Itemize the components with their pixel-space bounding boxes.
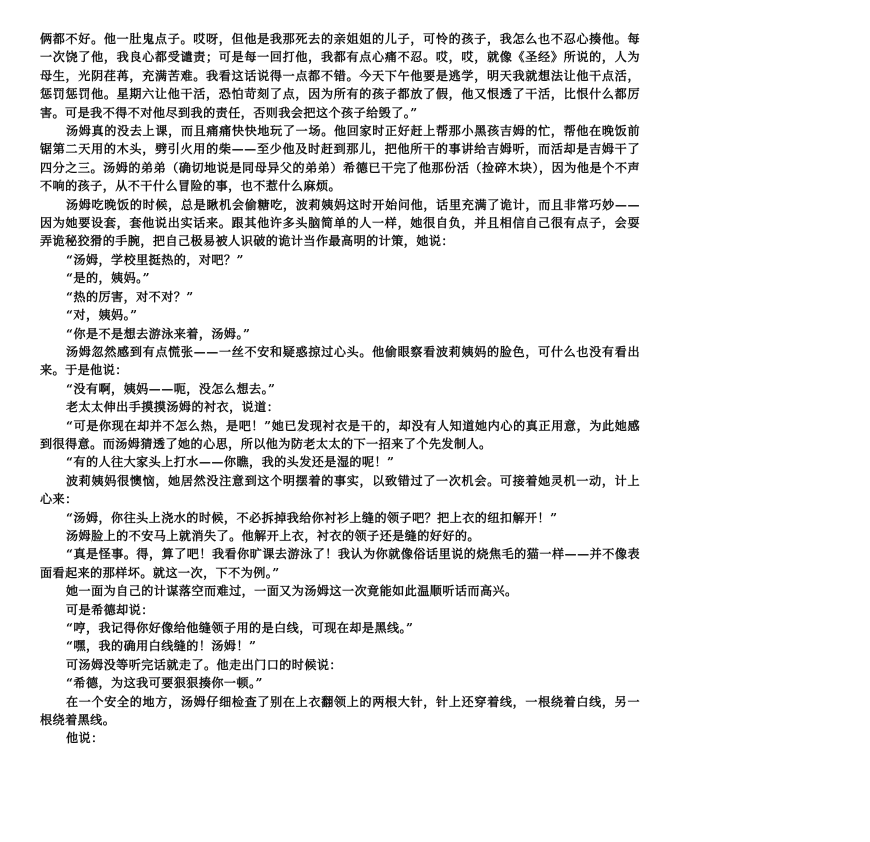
document-page (40, 30, 640, 748)
dialogue-line: “汤姆，你往头上浇水的时候，不必拆掉我给你衬衫上缝的领子吧？把上衣的纽扣解开！” (66, 510, 558, 525)
paragraph: 可是希德却说： (66, 602, 154, 617)
paragraph: 他说： (66, 731, 104, 746)
paragraph: 在一个安全的地方，汤姆仔细检查了别在上衣翻领上的两根大针，针上还穿着线，一根绕着白线，另一根绕着黑线。 (40, 694, 640, 728)
paragraph: 汤姆真的没去上课，而且痛痛快快地玩了一场。他回家时正好赶上帮那小黑孩吉姆的忙，帮他在晚饭前锯第二天用的木头，劈引火用的柴——至少他及时赶到那儿，把他所干的事讲给吉姆听，而活却是吉姆干了四分之三。汤姆的弟弟（确切地说是同母异父的弟弟）希德已干完了他那份活（捡碎木块），因为他是个不声不响的孩子，从不干什么冒险的事，也不惹什么麻烦。 (40, 124, 640, 194)
paragraph: 波莉姨妈很懊恼，她居然没注意到这个明摆着的事实，以致错过了一次机会。可接着她灵机一动，计上心来： (40, 473, 640, 507)
dialogue-line: “哼，我记得你好像给他缝领子用的是白线，可现在却是黑线。” (66, 621, 414, 635)
dialogue-line: “希德，为这我可要狠狠揍你一顿。” (66, 676, 263, 691)
paragraph: 老太太伸出手摸摸汤姆的衬衣，说道： (66, 400, 280, 415)
dialogue-line: “汤姆，学校里挺热的，对吧？” (66, 252, 244, 267)
dialogue-line: “有的人往大家头上打水——你瞧，我的头发还是湿的呢！” (66, 455, 395, 470)
paragraph: 可汤姆没等听完话就走了。他走出门口的时候说： (66, 657, 342, 672)
paragraph: 俩都不好。他一肚鬼点子。哎呀，但他是我那死去的亲姐姐的儿子，可怜的孩子，我怎么也不忍心揍他。每一次饶了他，我良心都受谴责；可是每一回打他，我都有点心痛不忍。哎，哎，就像《圣经》所说的，人为母生，光阴荏苒，充满苦难。我看这话说得一点都不错。今天下午他要是逃学，明天我就想法让他干点活，惩罚惩罚他。星期六让他干活，恐怕苛刻了点，因为所有的孩子都放了假，他又恨透了干活，比恨什么都厉害。可是我不得不对他尽到我的责任，否则我会把这个孩子给毁了。” (40, 32, 640, 120)
dialogue-line: “嘿，我的确用白线缝的！汤姆！” (66, 639, 257, 654)
paragraph: 汤姆脸上的不安马上就消失了。他解开上衣，衬衣的领子还是缝的好好的。 (66, 528, 480, 543)
dialogue-line: “热的厉害，对不对？” (66, 289, 194, 304)
paragraph: 汤姆吃晚饭的时候，总是瞅机会偷糖吃，波莉姨妈这时开始问他，话里充满了诡计，而且非常巧妙——因为她要设套，套他说出实话来。跟其他许多头脑简单的人一样，她很自负，并且相信自己很有点子，会耍弄诡秘狡猾的手腕，把自己极易被人识破的诡计当作最高明的计策，她说： (40, 197, 640, 249)
dialogue-line: “你是不是想去游泳来着，汤姆。” (66, 326, 251, 341)
dialogue-line: “是的，姨妈。” (66, 271, 151, 286)
dialogue-line: “真是怪事。得，算了吧！我看你旷课去游泳了！我认为你就像俗话里说的烧焦毛的猫一样——并不像表面看起来的那样坏。就这一次，下不为例。” (40, 547, 640, 580)
paragraph: 她一面为自己的计谋落空而难过，一面又为汤姆这一次竟能如此温顺听话而高兴。 (66, 584, 518, 599)
dialogue-line: “对，姨妈。” (66, 308, 138, 323)
paragraph: “可是你现在却并不怎么热，是吧！”她已发现衬衣是干的，却没有人知道她内心的真正用意，为此她感到很得意。而汤姆猜透了她的心思，所以他为防老太太的下一招来了个先发制人。 (40, 418, 640, 451)
dialogue-line: “没有啊，姨妈——呃，没怎么想去。” (66, 381, 276, 396)
paragraph: 汤姆忽然感到有点慌张——一丝不安和疑惑掠过心头。他偷眼察看波莉姨妈的脸色，可什么也没有看出来。于是他说： (40, 344, 640, 378)
